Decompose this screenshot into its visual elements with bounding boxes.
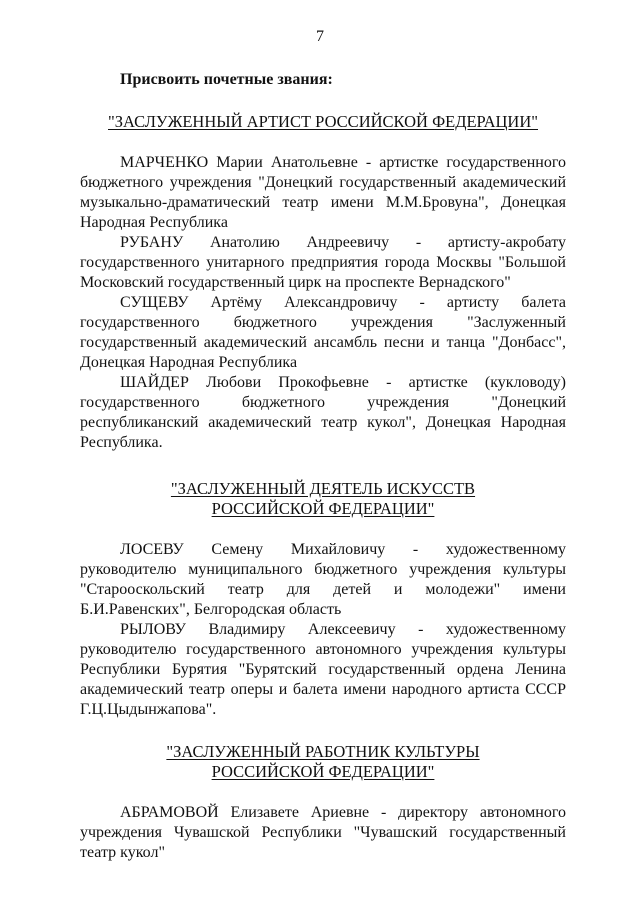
award-entry: СУЩЕВУ Артёму Александровичу - артисту балета государственного бюджетного учреждения "Заслуженный государственный академический ансамбль песни и танца "Донбасс", Донецкая Народная Республика xyxy=(80,294,566,371)
section-title-line: "ЗАСЛУЖЕННЫЙ ДЕЯТЕЛЬ ИСКУССТВ xyxy=(170,479,476,498)
section-title-honored-artist xyxy=(80,112,566,132)
award-entry: ШАЙДЕР Любови Прокофьевне - артистке (кукловоду) государственного бюджетного учреждения "Донецкий республиканский академический театр кукол", Донецкая Народная Республика. xyxy=(80,374,566,451)
decree-content xyxy=(80,70,566,863)
section-title-line: РОССИЙСКОЙ ФЕДЕРАЦИИ" xyxy=(211,762,435,781)
award-entry: МАРЧЕНКО Марии Анатольевне - артистке государственного бюджетного учреждения "Донецкий государственный академический музыкально-драматический театр имени М.М.Бровуна", Донецкая Народная Республика xyxy=(80,154,566,231)
award-entry: АБРАМОВОЙ Елизавете Ариевне - директору автономного учреждения Чувашской Республики "Чувашский государственный театр кукол" xyxy=(80,804,566,861)
award-entry: РУБАНУ Анатолию Андреевичу - артисту-акробату государственного унитарного предприятия города Москвы "Большой Московский государственный цирк на проспекте Вернадского" xyxy=(80,234,566,291)
award-entry: ЛОСЕВУ Семену Михайловичу - художественному руководителю муниципального бюджетного учреждения культуры "Старооскольский театр для детей и молодежи" имени Б.И.Равенских", Белгородская область xyxy=(80,541,566,618)
page-number: 7 xyxy=(316,28,324,45)
section-title-line: "ЗАСЛУЖЕННЫЙ АРТИСТ РОССИЙСКОЙ ФЕДЕРАЦИИ" xyxy=(108,112,538,131)
section-title-honored-culture-worker xyxy=(80,742,566,782)
award-entry: РЫЛОВУ Владимиру Алексеевичу - художественному руководителю государственного автономного учреждения культуры Республики Бурятия "Бурятский государственный ордена Ленина академический театр оперы и балета имени народного артиста СССР Г.Ц.Цыдынжапова". xyxy=(80,621,566,718)
section-title-line: "ЗАСЛУЖЕННЫЙ РАБОТНИК КУЛЬТУРЫ xyxy=(166,742,480,761)
section-entries xyxy=(80,153,566,453)
section-title-honored-art-worker xyxy=(80,479,566,519)
section-entries xyxy=(80,803,566,863)
intro-heading: Присвоить почетные звания: xyxy=(120,71,333,88)
section-title-line: РОССИЙСКОЙ ФЕДЕРАЦИИ" xyxy=(211,499,435,518)
section-entries xyxy=(80,540,566,720)
